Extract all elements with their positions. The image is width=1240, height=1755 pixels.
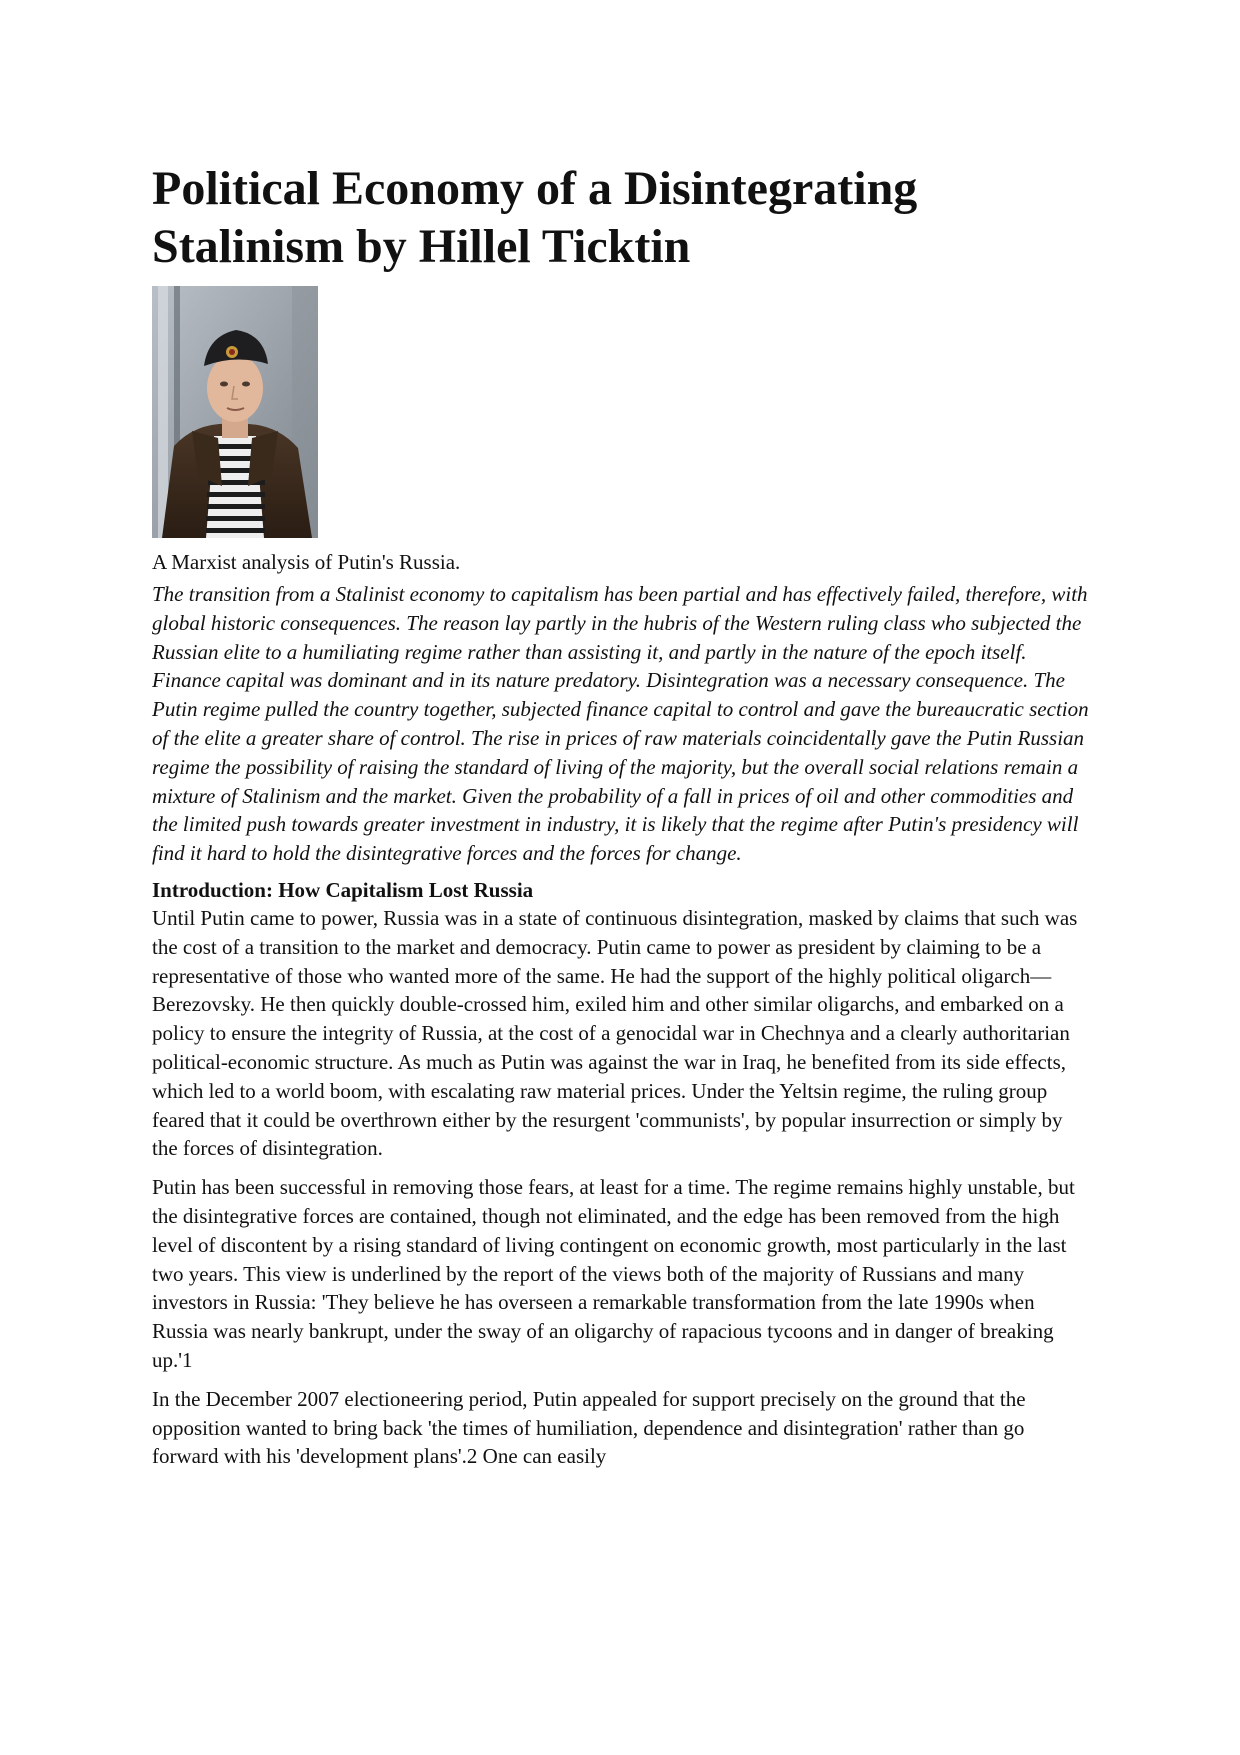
body-paragraph: In the December 2007 electioneering period, Putin appealed for support precisely on the ground that the opposition wanted to bring back 'the times of humiliation, dependence and disintegration' rather than go forward with his 'development plans'.2 One can easily (152, 1386, 1026, 1469)
portrait-photo (152, 286, 318, 538)
portrait-photo-icon (152, 286, 318, 538)
document-page (152, 160, 1092, 1481)
article-abstract: The transition from a Stalinist economy to capitalism has been partial and has effectively failed, therefore, with global historic consequences. The reason lay partly in the hubris of the Western ruling class who subjected the Russian elite to a humiliating regime rather than assisting it, and partly in the nature of the epoch itself. Finance capital was dominant and in its nature predatory. Disintegration was a necessary consequence. The Putin regime pulled the country together, subjected finance capital to control and gave the bureaucratic section of the elite a greater share of control. The rise in prices of raw materials coincidentally gave the Putin Russian regime the possibility of raising the standard of living of the majority, but the overall social relations remain a mixture of Stalinism and the market. Given the probability of a fall in prices of oil and other commodities and the limited push towards greater investment in industry, it is likely that the regime after Putin's presidency will find it hard to hold the disintegrative forces and the forces for change. (152, 582, 1089, 866)
body-paragraph: Putin has been successful in removing those fears, at least for a time. The regime remains highly unstable, but the disintegrative forces are contained, though not eliminated, and the edge has been removed from the high level of discontent by a rising standard of living contingent on economic growth, most particularly in the last two years. This view is underlined by the report of the views both of the majority of Russians and many investors in Russia: 'They believe he has overseen a remarkable transformation from the late 1990s when Russia was nearly bankrupt, under the sway of an oligarchy of rapacious tycoons and in danger of breaking up.'1 (152, 1175, 1075, 1372)
body-paragraph: Until Putin came to power, Russia was in a state of continuous disintegration, masked by claims that such was the cost of a transition to the market and democracy. Putin came to power as president by claiming to be a representative of those who wanted more of the same. He had the support of the highly political oligarch—Berezovsky. He then quickly double-crossed him, exiled him and other similar oligarchs, and embarked on a policy to ensure the integrity of Russia, at the cost of a genocidal war in Chechnya and a clearly authoritarian political-economic structure. As much as Putin was against the war in Iraq, he benefited from its side effects, which led to a world boom, with escalating raw material prices. Under the Yeltsin regime, the ruling group feared that it could be overthrown either by the resurgent 'communists', by popular insurrection or simply by the forces of disintegration. (152, 905, 1078, 1161)
section-heading: Introduction: How Capitalism Lost Russia (152, 877, 534, 902)
page-title: Political Economy of a Disintegrating Stalinism by Hillel Ticktin (152, 162, 918, 273)
article-subtitle: A Marxist analysis of Putin's Russia. (152, 550, 461, 574)
